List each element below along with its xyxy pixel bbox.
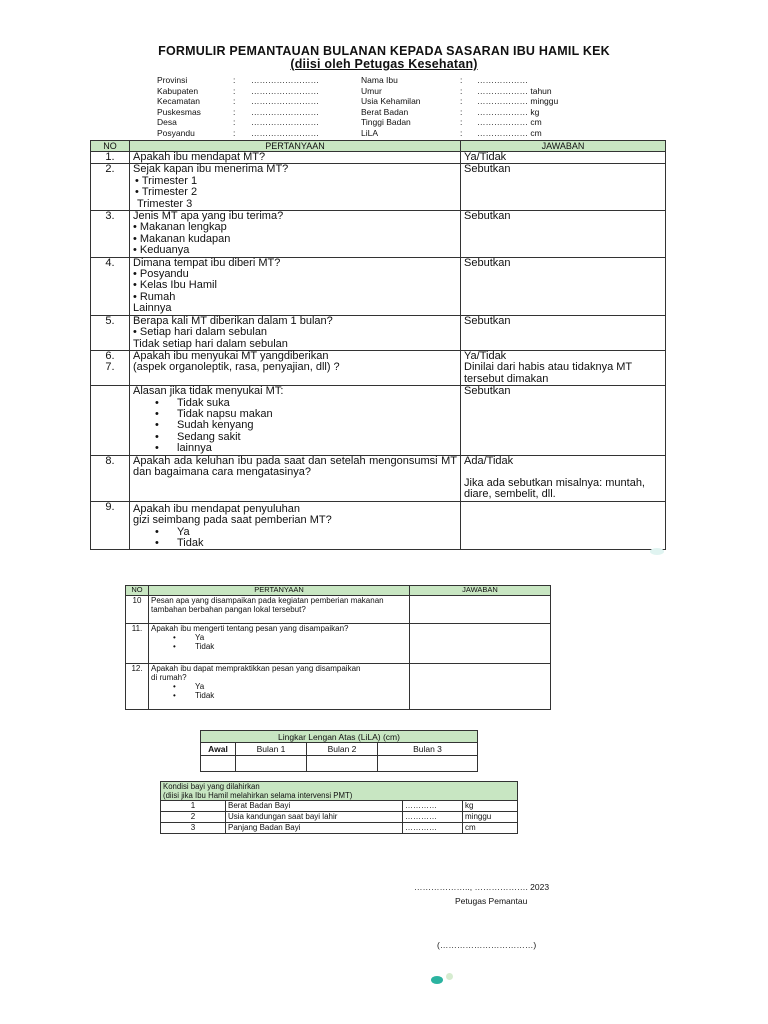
question-cell (130, 501, 461, 550)
question-text: Berapa kali MT diberikan dalam 1 bulan? (133, 314, 333, 327)
lila-col-bulan1: Bulan 1 (236, 743, 307, 756)
answer-note: Dinilai dari habis atau tidaknya MT tersebut dimakan (464, 361, 632, 385)
option-item: • Rumah (133, 292, 457, 303)
question-number: 9. (91, 501, 130, 550)
question-cell (130, 211, 461, 258)
question-text: Pesan apa yang disampaikan pada kegiatan pemberian makanan tambahan berbahan pangan lokal tersebut? (149, 595, 410, 623)
header-answer: JAWABAN (410, 586, 551, 596)
row-label: Berat Badan Bayi (226, 801, 403, 812)
row-value[interactable]: ………… (403, 812, 463, 823)
option-item: • Tidak suka (133, 398, 457, 409)
answer-cell[interactable]: Sebutkan (461, 257, 666, 315)
lila-awal-input[interactable] (201, 756, 236, 772)
lila-bulan3-input[interactable] (378, 756, 478, 772)
questionnaire-table-main (90, 140, 666, 550)
option-item: • Tidak (133, 538, 457, 549)
logo-dot-icon (446, 973, 453, 980)
lila-title: Lingkar Lengan Atas (LiLA) (cm) (201, 731, 478, 743)
lila-value-row (201, 756, 478, 772)
answer-cell[interactable] (410, 595, 551, 623)
question-cell (130, 257, 461, 315)
answer-cell[interactable]: Ya/Tidak (461, 152, 666, 164)
identity-left-2: Kecamatan : …………………… (157, 96, 319, 106)
answer-cell[interactable] (410, 623, 551, 663)
question-row-4 (91, 257, 666, 315)
answer-cell[interactable] (461, 455, 666, 501)
table-header-row (126, 586, 551, 596)
lila-col-awal: Awal (201, 743, 236, 756)
questionnaire-table-followup (125, 585, 551, 710)
lila-header-row (201, 743, 478, 756)
identity-right-0: Nama Ibu : ……………… (361, 75, 528, 85)
question-number: 12. (126, 663, 149, 709)
baby-condition-table (160, 781, 518, 834)
option-item: Trimester 3 (137, 197, 193, 210)
identity-left-0: Provinsi : …………………… (157, 75, 319, 85)
answer-cell[interactable]: Sebutkan (461, 315, 666, 350)
identity-right-2: Usia Kehamilan : ……………… minggu (361, 96, 559, 106)
row-label: Usia kandungan saat bayi lahir (226, 812, 403, 823)
answer-cell[interactable] (410, 663, 551, 709)
option-item: • Tidak napsu makan (133, 409, 457, 420)
identity-right-4: Tinggi Badan : ……………… cm (361, 117, 542, 127)
option-item: • Makanan kudapan (133, 234, 457, 245)
question-cell (130, 164, 461, 211)
question-row-2 (91, 164, 666, 211)
option-item: • lainnya (133, 443, 457, 454)
identity-left-5: Posyandu : …………………… (157, 127, 319, 138)
row-number: 2 (161, 812, 226, 823)
lila-col-bulan2: Bulan 2 (307, 743, 378, 756)
question-number: 8. (91, 455, 130, 501)
lila-bulan2-input[interactable] (307, 756, 378, 772)
option-item: • Trimester 2 (135, 187, 457, 198)
question-text: Sejak kapan ibu menerima MT? (133, 163, 289, 176)
row-number: 3 (161, 823, 226, 834)
question-cell (130, 315, 461, 350)
row-label: Panjang Badan Bayi (226, 823, 403, 834)
baby-table-title: Kondisi bayi yang dilahirkan (163, 782, 260, 791)
question-row-5 (91, 315, 666, 350)
option-item: • Sedang sakit (133, 432, 457, 443)
row-value[interactable]: ………… (403, 801, 463, 812)
question-text: Dimana tempat ibu diberi MT? (133, 256, 281, 269)
question-number-7: 7. (105, 361, 115, 374)
row-unit: minggu (463, 812, 518, 823)
option-item: • Posyandu (133, 269, 457, 280)
option-item: Tidak setiap hari dalam sebulan (133, 337, 288, 350)
lila-table (200, 730, 478, 772)
header-answer: JAWABAN (461, 141, 666, 152)
option-item: • Ya (151, 682, 407, 691)
baby-table-subtitle: (diisi jika Ibu Hamil melahirkan selama intervensi PMT) (163, 791, 353, 800)
question-number: 11. (126, 623, 149, 663)
header-question: PERTANYAAN (130, 141, 461, 152)
question-number: 1. (91, 152, 130, 164)
question-cell (130, 350, 461, 385)
question-number: 2. (91, 164, 130, 211)
row-unit: kg (463, 801, 518, 812)
question-row-3 (91, 211, 666, 258)
question-number: 4. (91, 257, 130, 315)
answer-cell[interactable] (461, 350, 666, 385)
option-item: • Setiap hari dalam sebulan (133, 327, 457, 338)
question-row-6-7 (91, 350, 666, 385)
row-number: 1 (161, 801, 226, 812)
baby-row-2 (161, 812, 518, 823)
row-unit: cm (463, 823, 518, 834)
baby-table-header (161, 782, 518, 801)
question-row-9 (91, 501, 666, 550)
option-item: • Keduanya (133, 245, 457, 256)
footer-signature[interactable]: (……………………………) (437, 940, 537, 950)
answer-cell[interactable]: Sebutkan (461, 386, 666, 455)
footer-date[interactable]: ……………….., ………………. 2023 (414, 882, 550, 892)
header-question: PERTANYAAN (149, 586, 410, 596)
question-number: 3. (91, 211, 130, 258)
option-item: • Sudah kenyang (133, 420, 457, 431)
question-row-12 (126, 663, 551, 709)
question-text: Apakah ibu mendapat MT? (130, 152, 461, 164)
question-number (91, 350, 130, 385)
option-item: Lainnya (133, 302, 172, 315)
identity-right-1: Umur : ……………… tahun (361, 85, 552, 96)
option-item: • Makanan lengkap (133, 222, 457, 233)
option-item: • Tidak (151, 642, 407, 651)
question-text: Apakah ada keluhan ibu pada saat dan setelah mengonsumsi MT dan bagaimana cara mengatasinya? (130, 455, 461, 501)
identity-left-4: Desa : …………………… (157, 117, 319, 127)
option-item: • Ya (133, 527, 457, 538)
form-subtitle: (diisi oleh Petugas Kesehatan) (290, 57, 478, 71)
header-no: NO (91, 141, 130, 152)
lila-bulan1-input[interactable] (236, 756, 307, 772)
question-number (91, 386, 130, 455)
baby-row-1 (161, 801, 518, 812)
answer-cell[interactable] (461, 501, 666, 550)
question-text: Apakah ibu dapat mempraktikkan pesan yang disampaikan di rumah? (151, 663, 361, 682)
question-number: 10 (126, 595, 149, 623)
question-text: Apakah ibu mengerti tentang pesan yang disampaikan? (151, 623, 349, 633)
question-cell (149, 623, 410, 663)
question-row-reason (91, 386, 666, 455)
baby-row-3 (161, 823, 518, 834)
decorative-blob (650, 548, 664, 555)
question-text: Apakah ibu menyukai MT yangdiberikan (133, 349, 329, 362)
answer-text: Ada/Tidak (464, 454, 514, 467)
question-row-10 (126, 595, 551, 623)
table-header-row (91, 141, 666, 152)
question-row-1 (91, 152, 666, 164)
answer-text: Ya/Tidak (464, 349, 507, 362)
question-number: 5. (91, 315, 130, 350)
question-text: Apakah ibu mendapat penyuluhan (133, 502, 300, 515)
form-title: FORMULIR PEMANTAUAN BULANAN KEPADA SASARAN IBU HAMIL KEK (158, 44, 610, 58)
answer-note: Jika ada sebutkan misalnya: muntah, diare, sembelit, dll. (464, 476, 645, 501)
question-cell (149, 663, 410, 709)
footer-role: Petugas Pemantau (455, 896, 528, 906)
question-row-8 (91, 455, 666, 501)
option-item: • Tidak (151, 691, 407, 700)
header-no: NO (126, 586, 149, 596)
identity-right-5: LiLA : ……………… cm (361, 127, 542, 138)
option-item: • Ya (151, 633, 407, 642)
lila-col-bulan3: Bulan 3 (378, 743, 478, 756)
question-text: gizi seimbang pada saat pemberian MT? (133, 514, 332, 527)
answer-cell[interactable]: Sebutkan (461, 211, 666, 258)
question-text: (aspek organoleptik, rasa, penyajian, dll) ? (133, 361, 340, 374)
question-text: Jenis MT apa yang ibu terima? (133, 210, 284, 223)
question-row-11 (126, 623, 551, 663)
question-text: Alasan jika tidak menyukai MT: (133, 385, 284, 398)
question-cell (130, 386, 461, 455)
option-item: • Trimester 1 (135, 176, 457, 187)
answer-cell[interactable]: Sebutkan (461, 164, 666, 211)
identity-right-3: Berat Badan : ……………… kg (361, 106, 540, 117)
identity-left-3: Puskesmas : …………………… (157, 106, 319, 117)
logo-mark-icon (431, 976, 443, 984)
question-number-6: 6. (105, 349, 115, 362)
row-value[interactable]: ………… (403, 823, 463, 834)
option-item: • Kelas Ibu Hamil (133, 280, 457, 291)
identity-left-1: Kabupaten : …………………… (157, 85, 319, 96)
